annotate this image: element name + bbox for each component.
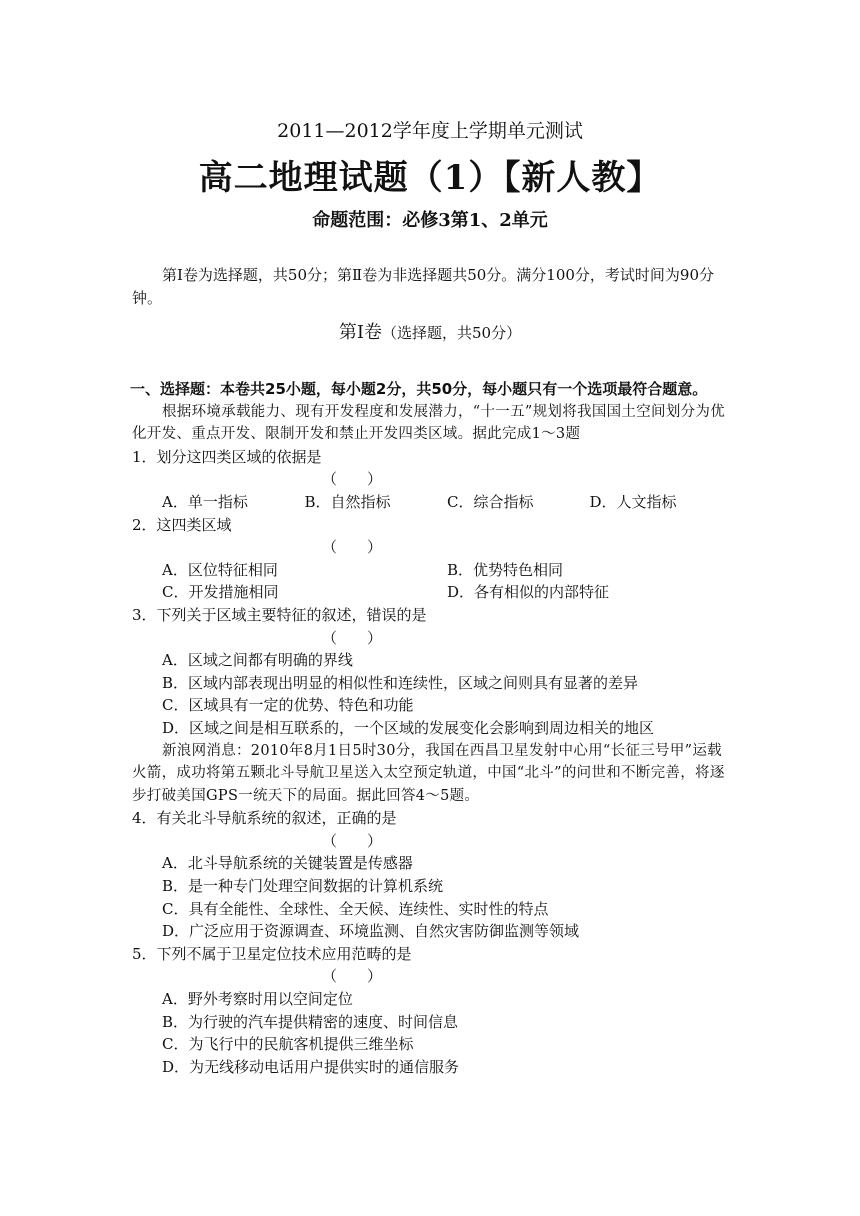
option-c[interactable]: C．区域具有一定的优势、特色和功能 — [162, 696, 414, 715]
option-b[interactable]: B．是一种专门处理空间数据的计算机系统 — [162, 877, 444, 896]
options-row — [132, 559, 732, 582]
option-c[interactable]: C．开发措施相同 — [162, 583, 279, 602]
option-d[interactable]: D．广泛应用于资源调查、环境监测、自然灾害防御监测等领域 — [162, 922, 580, 941]
exam-intro: 第Ⅰ卷为选择题，共50分；第Ⅱ卷为非选择题共50分。满分100分，考试时间为90分钟。 — [132, 266, 715, 307]
answer-paren: （ ） — [322, 967, 383, 986]
option-b[interactable]: B．优势特色相同 — [447, 560, 564, 579]
question-4 — [132, 807, 732, 943]
exam-title: 高二地理试题（1）【新人教】 — [198, 158, 662, 198]
answer-paren: （ ） — [322, 538, 383, 557]
option-a[interactable]: A．野外考察时用以空间定位 — [162, 990, 353, 1009]
question-stem: 2．这四类区域 — [132, 515, 232, 534]
option-c[interactable]: C．具有全能性、全球性、全天候、连续性、实时性的特点 — [162, 899, 549, 918]
question-content — [132, 378, 732, 1078]
option-c[interactable]: C．综合指标 — [447, 492, 534, 511]
question-stem: 5．下列不属于卫星定位技术应用范畴的是 — [132, 944, 412, 963]
option-b[interactable]: B．区域内部表现出明显的相似性和连续性，区域之间则具有显著的差异 — [162, 673, 639, 692]
exam-scope: 命题范围：必修3第1、2单元 — [312, 210, 548, 231]
option-a[interactable]: A．区域之间都有明确的界线 — [162, 651, 353, 670]
question-stem: 3．下列关于区域主要特征的叙述，错误的是 — [132, 605, 427, 624]
options-row — [132, 581, 732, 604]
question-stem: 1．划分这四类区域的依据是 — [132, 447, 322, 466]
section-note: （选择题，共50分） — [382, 324, 522, 342]
option-c[interactable]: C．为飞行中的民航客机提供三维坐标 — [162, 1035, 414, 1054]
passage-1: 根据环境承载能力、现有开发程度和发展潜力，“十一五”规划将我国国土空间划分为优化开发、重点开发、限制开发和禁止开发四类区域。据此完成1～3题 — [132, 403, 726, 443]
option-d[interactable]: D．区域之间是相互联系的，一个区域的发展变化会影响到周边相关的地区 — [162, 718, 655, 737]
answer-paren: （ ） — [322, 831, 383, 850]
question-1 — [132, 446, 732, 514]
question-5 — [132, 943, 732, 1079]
question-stem: 4．有关北斗导航系统的叙述，正确的是 — [132, 809, 397, 828]
option-d[interactable]: D．各有相似的内部特征 — [447, 583, 610, 602]
option-d[interactable]: D．为无线移动电话用户提供实时的通信服务 — [162, 1057, 460, 1076]
question-3 — [132, 604, 732, 740]
exam-subtitle: 2011—2012学年度上学期单元测试 — [277, 120, 583, 142]
option-a[interactable]: A．区位特征相同 — [162, 560, 278, 579]
option-a[interactable]: A．单一指标 — [162, 492, 248, 511]
option-a[interactable]: A．北斗导航系统的关键装置是传感器 — [162, 854, 413, 873]
options-row — [132, 491, 732, 514]
passage-2: 新浪网消息：2010年8月1日5时30分，我国在西昌卫星发射中心用“长征三号甲”运载火箭，成功将第五颗北斗导航卫星送入太空预定轨道，中国“北斗”的问世和不断完善，将逐步打破美国GPS一统天下的局面。据此回答4～5题。 — [132, 742, 725, 804]
option-b[interactable]: B．自然指标 — [304, 492, 391, 511]
question-2 — [132, 514, 732, 604]
part-heading: 一、选择题：本卷共25小题，每小题2分，共50分，每小题只有一个选项最符合题意。 — [130, 380, 708, 398]
section-label: 第Ⅰ卷 — [338, 322, 383, 343]
answer-paren: （ ） — [322, 470, 383, 489]
option-b[interactable]: B．为行驶的汽车提供精密的速度、时间信息 — [162, 1012, 459, 1031]
option-d[interactable]: D．人文指标 — [589, 492, 677, 511]
answer-paren: （ ） — [322, 628, 383, 647]
section-title — [0, 318, 860, 344]
